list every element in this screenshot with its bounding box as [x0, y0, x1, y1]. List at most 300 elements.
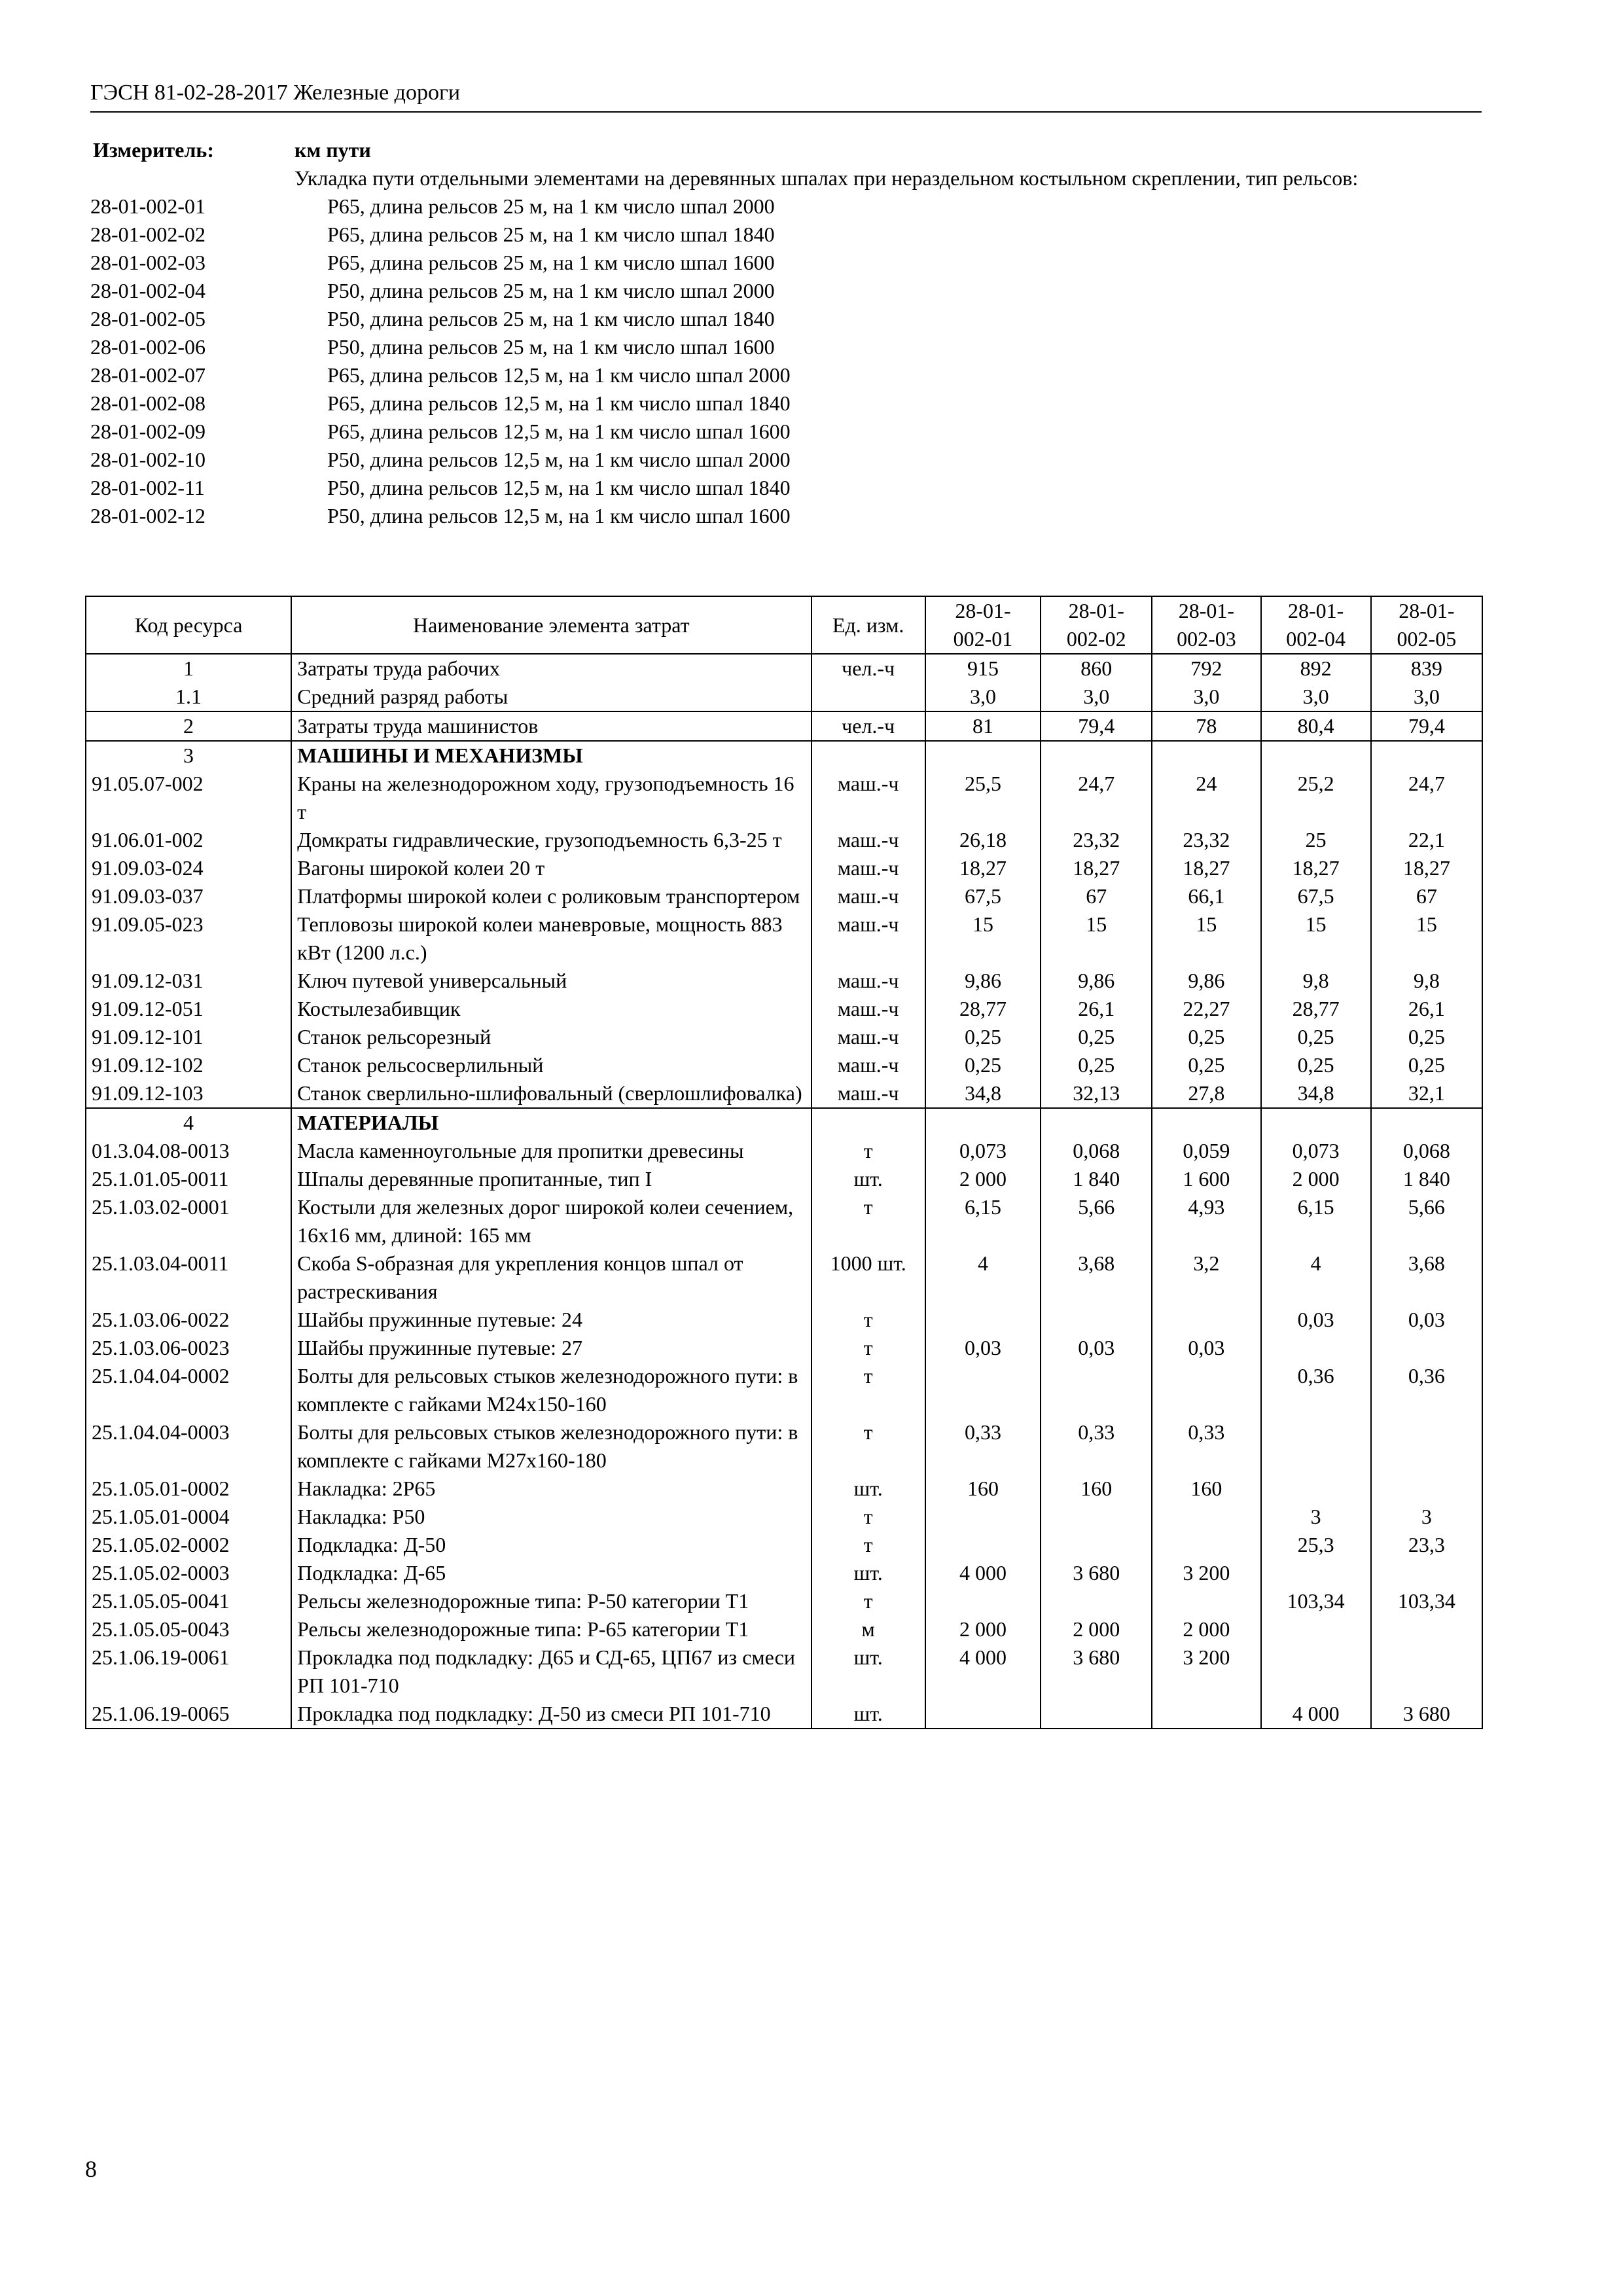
resource-value: 15 — [1261, 910, 1371, 967]
resource-value: 0,25 — [1152, 1051, 1260, 1079]
table-row — [86, 1165, 1482, 1193]
resource-value: 3,0 — [925, 683, 1041, 711]
page-header — [90, 77, 1482, 113]
resource-unit: маш.-ч — [812, 882, 925, 910]
resource-value: 860 — [1041, 654, 1152, 683]
resource-unit: маш.-ч — [812, 854, 925, 882]
resource-name: Скоба S-образная для укрепления концов шпал от растрескивания — [291, 1249, 811, 1306]
resource-name: Средний разряд работы — [291, 683, 811, 711]
measure-label: Измеритель: — [93, 138, 214, 162]
table-row — [86, 1306, 1482, 1334]
resource-value — [1152, 1700, 1260, 1729]
resource-value — [1152, 1503, 1260, 1531]
resource-value: 23,32 — [1152, 826, 1260, 854]
resource-code: 2 — [86, 711, 291, 741]
resource-unit: маш.-ч — [812, 1023, 925, 1051]
resource-code: 25.1.03.04-0011 — [86, 1249, 291, 1306]
resource-value: 23,32 — [1041, 826, 1152, 854]
norm-code-text: Р65, длина рельсов 12,5 м, на 1 км число шпал 2000 — [327, 363, 791, 387]
resource-value: 28,77 — [925, 995, 1041, 1023]
resource-value: 9,86 — [1152, 967, 1260, 995]
resource-value: 0,25 — [1261, 1051, 1371, 1079]
norm-code-item — [90, 502, 1482, 530]
resource-value: 24 — [1152, 770, 1260, 826]
resource-unit: т — [812, 1334, 925, 1362]
norm-code-item — [90, 474, 1482, 502]
resource-code: 25.1.01.05-0011 — [86, 1165, 291, 1193]
table-row — [86, 1531, 1482, 1559]
resource-value: 18,27 — [1152, 854, 1260, 882]
resource-value: 22,27 — [1152, 995, 1260, 1023]
resource-name: Рельсы железнодорожные типа: Р-65 категории Т1 — [291, 1615, 811, 1643]
resource-name: Масла каменноугольные для пропитки древесины — [291, 1137, 811, 1165]
resource-value: 0,36 — [1371, 1362, 1482, 1418]
resource-unit: шт. — [812, 1559, 925, 1587]
resource-name: Затраты труда машинистов — [291, 711, 811, 741]
resource-value: 0,03 — [925, 1334, 1041, 1362]
resource-value — [1041, 1362, 1152, 1418]
resource-code: 91.09.12-103 — [86, 1079, 291, 1108]
resource-code: 25.1.05.05-0041 — [86, 1587, 291, 1615]
norm-code-item — [90, 305, 1482, 333]
resource-value: 67,5 — [925, 882, 1041, 910]
work-description: Укладка пути отдельными элементами на деревянных шпалах при нераздельном костыльном скреплении, тип рельсов: — [294, 166, 1359, 190]
resource-value: 15 — [1371, 910, 1482, 967]
table-section-row — [86, 741, 1482, 770]
resource-value — [1041, 741, 1152, 770]
norm-code: 28-01-002-07 — [90, 363, 205, 387]
resource-code: 25.1.05.05-0043 — [86, 1615, 291, 1643]
resource-value: 5,66 — [1371, 1193, 1482, 1249]
norm-code-text: Р65, длина рельсов 12,5 м, на 1 км число шпал 1840 — [327, 391, 791, 415]
norm-code-item — [90, 192, 1482, 221]
resource-unit: шт. — [812, 1475, 925, 1503]
resource-value: 67 — [1041, 882, 1152, 910]
resource-unit — [812, 683, 925, 711]
resource-value: 4,93 — [1152, 1193, 1260, 1249]
resource-value: 103,34 — [1371, 1587, 1482, 1615]
resource-value — [925, 1108, 1041, 1137]
resource-name: Шайбы пружинные путевые: 24 — [291, 1306, 811, 1334]
resource-value: 25,2 — [1261, 770, 1371, 826]
resource-value: 9,86 — [925, 967, 1041, 995]
resource-value: 26,18 — [925, 826, 1041, 854]
norm-code: 28-01-002-12 — [90, 504, 205, 528]
resource-value: 0,25 — [1041, 1023, 1152, 1051]
table-row — [86, 1475, 1482, 1503]
resource-code: 25.1.05.01-0002 — [86, 1475, 291, 1503]
norm-intro — [90, 136, 1482, 530]
resource-value — [1261, 1643, 1371, 1700]
table-row — [86, 854, 1482, 882]
resource-value: 5,66 — [1041, 1193, 1152, 1249]
norm-code-text: Р50, длина рельсов 25 м, на 1 км число шпал 2000 — [327, 279, 775, 302]
resource-value: 3 680 — [1041, 1643, 1152, 1700]
header-col-3: 28-01- 002-03 — [1152, 596, 1260, 654]
table-row — [86, 826, 1482, 854]
resource-value: 23,3 — [1371, 1531, 1482, 1559]
resource-value: 15 — [1152, 910, 1260, 967]
resource-unit — [812, 1108, 925, 1137]
resource-value — [925, 1503, 1041, 1531]
resource-value — [1041, 1531, 1152, 1559]
resource-value — [1261, 1615, 1371, 1643]
resource-value: 160 — [925, 1475, 1041, 1503]
header-col-4: 28-01- 002-04 — [1261, 596, 1371, 654]
resource-value: 26,1 — [1371, 995, 1482, 1023]
resource-code: 25.1.03.06-0023 — [86, 1334, 291, 1362]
resource-unit: маш.-ч — [812, 826, 925, 854]
header-unit: Ед. изм. — [812, 596, 925, 654]
resource-value: 25,3 — [1261, 1531, 1371, 1559]
resource-name: Подкладка: Д-65 — [291, 1559, 811, 1587]
resource-value: 0,059 — [1152, 1137, 1260, 1165]
resource-unit: т — [812, 1193, 925, 1249]
table-row — [86, 1559, 1482, 1587]
resource-unit: чел.-ч — [812, 654, 925, 683]
resource-value: 66,1 — [1152, 882, 1260, 910]
resource-value: 2 000 — [925, 1615, 1041, 1643]
norm-code: 28-01-002-10 — [90, 448, 205, 471]
resource-code: 25.1.03.02-0001 — [86, 1193, 291, 1249]
resource-code: 91.09.12-102 — [86, 1051, 291, 1079]
resource-value: 9,8 — [1371, 967, 1482, 995]
resource-code: 4 — [86, 1108, 291, 1137]
resource-code: 1 — [86, 654, 291, 683]
norm-code-text: Р50, длина рельсов 25 м, на 1 км число шпал 1600 — [327, 335, 775, 359]
resource-value: 32,1 — [1371, 1079, 1482, 1108]
resource-value: 1 840 — [1371, 1165, 1482, 1193]
resource-value — [1261, 741, 1371, 770]
resource-value — [1041, 1108, 1152, 1137]
table-row — [86, 654, 1482, 683]
resource-value: 0,068 — [1371, 1137, 1482, 1165]
resource-value: 79,4 — [1371, 711, 1482, 741]
resource-value — [925, 1362, 1041, 1418]
norm-code-item — [90, 249, 1482, 277]
resource-value: 0,36 — [1261, 1362, 1371, 1418]
resource-value: 0,33 — [925, 1418, 1041, 1475]
resource-value: 79,4 — [1041, 711, 1152, 741]
resource-value: 3,0 — [1041, 683, 1152, 711]
resource-name: Прокладка под подкладку: Д-50 из смеси РП 101-710 — [291, 1700, 811, 1729]
norm-code-text: Р65, длина рельсов 25 м, на 1 км число шпал 1840 — [327, 223, 775, 246]
table-header-row — [86, 596, 1482, 654]
norm-code: 28-01-002-01 — [90, 194, 205, 218]
resource-unit: т — [812, 1418, 925, 1475]
norm-code-text: Р50, длина рельсов 25 м, на 1 км число шпал 1840 — [327, 307, 775, 331]
resource-value: 0,068 — [1041, 1137, 1152, 1165]
norm-code-text: Р65, длина рельсов 25 м, на 1 км число шпал 1600 — [327, 251, 775, 274]
resource-value: 792 — [1152, 654, 1260, 683]
resource-code: 91.09.03-037 — [86, 882, 291, 910]
resource-value: 15 — [925, 910, 1041, 967]
table-body — [86, 654, 1482, 1729]
resource-value — [1371, 1475, 1482, 1503]
resource-unit: т — [812, 1362, 925, 1418]
resource-name: Прокладка под подкладку: Д65 и СД-65, ЦП67 из смеси РП 101-710 — [291, 1643, 811, 1700]
resource-value: 2 000 — [1261, 1165, 1371, 1193]
resource-value: 25 — [1261, 826, 1371, 854]
resource-value: 4 — [925, 1249, 1041, 1306]
resource-unit: маш.-ч — [812, 995, 925, 1023]
resource-unit: маш.-ч — [812, 910, 925, 967]
resource-code: 25.1.04.04-0003 — [86, 1418, 291, 1475]
table-row — [86, 1023, 1482, 1051]
norm-code-item — [90, 361, 1482, 389]
resource-value — [1371, 1643, 1482, 1700]
resource-unit: шт. — [812, 1700, 925, 1729]
resource-code: 25.1.06.19-0065 — [86, 1700, 291, 1729]
resource-code: 25.1.05.01-0004 — [86, 1503, 291, 1531]
resource-value: 0,03 — [1152, 1334, 1260, 1362]
norm-code-item — [90, 333, 1482, 361]
resource-value: 78 — [1152, 711, 1260, 741]
resource-code: 25.1.04.04-0002 — [86, 1362, 291, 1418]
table-row — [86, 1700, 1482, 1729]
resource-value — [1261, 1475, 1371, 1503]
page-number: 8 — [85, 2156, 97, 2182]
header-name: Наименование элемента затрат — [291, 596, 811, 654]
resource-name: Костылезабивщик — [291, 995, 811, 1023]
norm-code-list — [90, 192, 1482, 530]
table-row — [86, 882, 1482, 910]
resource-value: 3 200 — [1152, 1643, 1260, 1700]
table-row — [86, 711, 1482, 741]
resource-value: 27,8 — [1152, 1079, 1260, 1108]
resource-code: 91.09.05-023 — [86, 910, 291, 967]
norm-code-text: Р50, длина рельсов 12,5 м, на 1 км число шпал 1600 — [327, 504, 791, 528]
resource-value: 18,27 — [1261, 854, 1371, 882]
resource-value: 3 680 — [1041, 1559, 1152, 1587]
resource-value: 25,5 — [925, 770, 1041, 826]
table-row — [86, 1503, 1482, 1531]
resource-code: 91.05.07-002 — [86, 770, 291, 826]
resource-value: 1 600 — [1152, 1165, 1260, 1193]
resource-value: 3,0 — [1371, 683, 1482, 711]
resource-value: 9,8 — [1261, 967, 1371, 995]
resource-unit: маш.-ч — [812, 1051, 925, 1079]
table-row — [86, 995, 1482, 1023]
resource-name: Затраты труда рабочих — [291, 654, 811, 683]
norm-code-text: Р50, длина рельсов 12,5 м, на 1 км число шпал 1840 — [327, 476, 791, 499]
resource-name: Накладка: Р50 — [291, 1503, 811, 1531]
resource-code: 01.3.04.08-0013 — [86, 1137, 291, 1165]
header-col-2: 28-01- 002-02 — [1041, 596, 1152, 654]
resource-value: 67,5 — [1261, 882, 1371, 910]
resource-value — [1041, 1503, 1152, 1531]
resource-value: 3 200 — [1152, 1559, 1260, 1587]
resource-value: 0,25 — [925, 1023, 1041, 1051]
resource-value: 3 — [1261, 1503, 1371, 1531]
resource-value: 0,25 — [1371, 1023, 1482, 1051]
header-code: Код ресурса — [86, 596, 291, 654]
norm-code-text: Р65, длина рельсов 12,5 м, на 1 км число шпал 1600 — [327, 420, 791, 443]
resource-value: 0,25 — [1261, 1023, 1371, 1051]
resource-value: 103,34 — [1261, 1587, 1371, 1615]
table-row — [86, 770, 1482, 826]
resource-value: 0,33 — [1041, 1418, 1152, 1475]
resource-value: 2 000 — [1152, 1615, 1260, 1643]
table-row — [86, 1362, 1482, 1418]
table-row — [86, 1249, 1482, 1306]
resource-value — [925, 1587, 1041, 1615]
resource-value: 3,2 — [1152, 1249, 1260, 1306]
resource-name: Накладка: 2Р65 — [291, 1475, 811, 1503]
resource-value: 0,03 — [1371, 1306, 1482, 1334]
resource-value: 3,68 — [1041, 1249, 1152, 1306]
resource-value — [925, 1700, 1041, 1729]
norm-code-text: Р50, длина рельсов 12,5 м, на 1 км число шпал 2000 — [327, 448, 791, 471]
resource-value: 0,25 — [1152, 1023, 1260, 1051]
norm-code: 28-01-002-08 — [90, 391, 205, 415]
resource-value — [1371, 1418, 1482, 1475]
table-row — [86, 1615, 1482, 1643]
resource-value — [1261, 1418, 1371, 1475]
resource-name: МАТЕРИАЛЫ — [291, 1108, 811, 1137]
resource-unit: маш.-ч — [812, 770, 925, 826]
resource-name: Шайбы пружинные путевые: 27 — [291, 1334, 811, 1362]
resource-unit: 1000 шт. — [812, 1249, 925, 1306]
resource-unit: шт. — [812, 1165, 925, 1193]
resource-value: 67 — [1371, 882, 1482, 910]
document-title: ГЭСН 81-02-28-2017 Железные дороги — [90, 81, 461, 105]
resource-value — [1041, 1587, 1152, 1615]
resource-value — [1371, 1615, 1482, 1643]
norm-code-item — [90, 389, 1482, 418]
resource-value — [1152, 1306, 1260, 1334]
resource-code: 1.1 — [86, 683, 291, 711]
norm-code: 28-01-002-04 — [90, 279, 205, 302]
resource-value: 160 — [1041, 1475, 1152, 1503]
resource-value — [1152, 1587, 1260, 1615]
resource-name: Вагоны широкой колеи 20 т — [291, 854, 811, 882]
measure-unit: км пути — [294, 138, 371, 162]
resource-value: 0,33 — [1152, 1418, 1260, 1475]
resource-value: 3 — [1371, 1503, 1482, 1531]
resource-value: 26,1 — [1041, 995, 1152, 1023]
resource-name: Платформы широкой колеи с роликовым транспортером — [291, 882, 811, 910]
norm-code-item — [90, 446, 1482, 474]
resource-name: Ключ путевой универсальный — [291, 967, 811, 995]
resource-value: 892 — [1261, 654, 1371, 683]
resource-value: 18,27 — [1041, 854, 1152, 882]
resource-name: Станок рельсорезный — [291, 1023, 811, 1051]
resource-value — [925, 1306, 1041, 1334]
norm-code: 28-01-002-05 — [90, 307, 205, 331]
resource-code: 25.1.05.02-0002 — [86, 1531, 291, 1559]
resource-value — [1261, 1108, 1371, 1137]
norm-code: 28-01-002-02 — [90, 223, 205, 246]
resource-value: 0,03 — [1261, 1306, 1371, 1334]
norm-code-text: Р65, длина рельсов 25 м, на 1 км число шпал 2000 — [327, 194, 775, 218]
norm-code: 28-01-002-11 — [90, 476, 205, 499]
resource-name: Краны на железнодорожном ходу, грузоподъемность 16 т — [291, 770, 811, 826]
resource-value: 6,15 — [925, 1193, 1041, 1249]
resource-value: 0,25 — [925, 1051, 1041, 1079]
resource-name: Станок сверлильно-шлифовальный (сверлошлифовалка) — [291, 1079, 811, 1108]
resource-name: Подкладка: Д-50 — [291, 1531, 811, 1559]
resource-value — [1371, 1559, 1482, 1587]
table-section-row — [86, 1108, 1482, 1137]
resource-value: 4 000 — [925, 1643, 1041, 1700]
resource-name: Болты для рельсовых стыков железнодорожного пути: в комплекте с гайками M27x160-180 — [291, 1418, 811, 1475]
resource-value — [1371, 1334, 1482, 1362]
resource-unit — [812, 741, 925, 770]
resource-unit: т — [812, 1587, 925, 1615]
resource-unit: шт. — [812, 1643, 925, 1700]
resource-value: 34,8 — [1261, 1079, 1371, 1108]
resource-name: Рельсы железнодорожные типа: Р-50 категории Т1 — [291, 1587, 811, 1615]
resource-unit: маш.-ч — [812, 967, 925, 995]
resource-value — [925, 741, 1041, 770]
resource-code: 91.09.12-031 — [86, 967, 291, 995]
resource-value — [1041, 1306, 1152, 1334]
header-col-5: 28-01- 002-05 — [1371, 596, 1482, 654]
resource-unit: маш.-ч — [812, 1079, 925, 1108]
norm-code-item — [90, 418, 1482, 446]
resource-value: 3,0 — [1261, 683, 1371, 711]
resource-value: 6,15 — [1261, 1193, 1371, 1249]
resource-value: 9,86 — [1041, 967, 1152, 995]
resource-code: 91.09.12-051 — [86, 995, 291, 1023]
table-row — [86, 1051, 1482, 1079]
resource-code: 3 — [86, 741, 291, 770]
resource-value — [1261, 1559, 1371, 1587]
resource-value: 3,68 — [1371, 1249, 1482, 1306]
resource-value: 15 — [1041, 910, 1152, 967]
table-row — [86, 1587, 1482, 1615]
resource-code: 25.1.05.02-0003 — [86, 1559, 291, 1587]
resource-value — [1152, 1362, 1260, 1418]
measure-row — [90, 136, 1482, 164]
resource-value: 4 000 — [925, 1559, 1041, 1587]
resource-value: 0,03 — [1041, 1334, 1152, 1362]
norm-code-item — [90, 277, 1482, 305]
resource-code: 25.1.06.19-0061 — [86, 1643, 291, 1700]
resource-value: 915 — [925, 654, 1041, 683]
resource-value: 3,0 — [1152, 683, 1260, 711]
resource-name: Станок рельсосверлильный — [291, 1051, 811, 1079]
norm-code: 28-01-002-03 — [90, 251, 205, 274]
resource-value — [1152, 1531, 1260, 1559]
resource-value: 34,8 — [925, 1079, 1041, 1108]
resource-name: Костыли для железных дорог широкой колеи сечением, 16x16 мм, длиной: 165 мм — [291, 1193, 811, 1249]
resource-code: 91.09.12-101 — [86, 1023, 291, 1051]
resource-value: 28,77 — [1261, 995, 1371, 1023]
resource-value — [1041, 1700, 1152, 1729]
resource-code: 91.06.01-002 — [86, 826, 291, 854]
resource-unit: чел.-ч — [812, 711, 925, 741]
resource-value: 0,25 — [1371, 1051, 1482, 1079]
resource-value: 18,27 — [1371, 854, 1482, 882]
resource-unit: т — [812, 1306, 925, 1334]
table-row — [86, 1193, 1482, 1249]
resource-value — [1152, 1108, 1260, 1137]
header-col-1: 28-01- 002-01 — [925, 596, 1041, 654]
resource-name: Шпалы деревянные пропитанные, тип I — [291, 1165, 811, 1193]
resource-value: 18,27 — [925, 854, 1041, 882]
resource-value: 4 000 — [1261, 1700, 1371, 1729]
resource-value: 32,13 — [1041, 1079, 1152, 1108]
resource-value: 80,4 — [1261, 711, 1371, 741]
resource-unit: т — [812, 1531, 925, 1559]
resource-name: Болты для рельсовых стыков железнодорожного пути: в комплекте с гайками M24x150-160 — [291, 1362, 811, 1418]
resource-value: 1 840 — [1041, 1165, 1152, 1193]
table-row — [86, 967, 1482, 995]
resource-value — [1152, 741, 1260, 770]
resource-value — [925, 1531, 1041, 1559]
